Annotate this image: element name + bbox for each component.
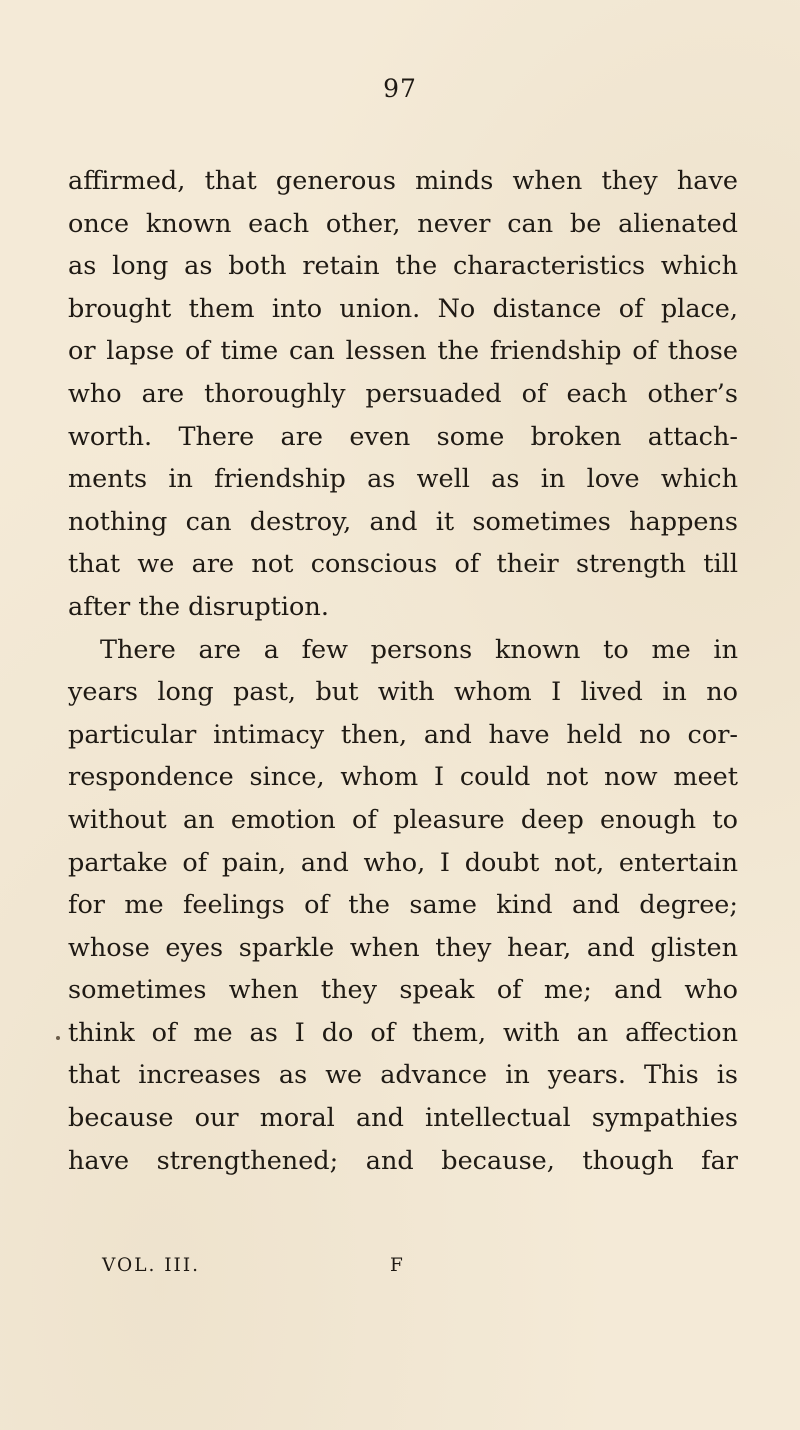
text-line: that increases as we advance in years. This is — [68, 1060, 738, 1091]
text-line: nothing can destroy, and it sometimes happens — [68, 506, 738, 537]
text-line: respondence since, whom I could not now meet — [68, 762, 738, 793]
text-line: sometimes when they speak of me; and who — [68, 975, 738, 1006]
text-line: as long as both retain the characteristics which — [68, 251, 738, 282]
text-line: ments in friendship as well as in love which — [68, 464, 738, 495]
text-line: without an emotion of pleasure deep enough to — [68, 804, 738, 835]
paragraph-start-line: There are a few persons known to me in — [100, 634, 738, 665]
volume-label: VOL. III. — [102, 1255, 201, 1276]
text-line: affirmed, that generous minds when they have — [68, 166, 738, 196]
page-footer — [102, 1255, 502, 1276]
text-line: or lapse of time can lessen the friendship of those — [68, 336, 738, 367]
text-line: for me feelings of the same kind and degree; — [68, 890, 738, 921]
text-line: who are thoroughly persuaded of each other’s — [68, 378, 738, 409]
text-line: brought them into union. No distance of place, — [68, 293, 738, 324]
text-line: whose eyes sparkle when they hear, and glisten — [68, 932, 738, 963]
signature-mark: F — [390, 1255, 405, 1276]
text-line: have strengthened; and because, though far — [68, 1145, 738, 1176]
text-line: that we are not conscious of their strength till — [68, 549, 738, 580]
text-line: partake of pain, and who, I doubt not, entertain — [68, 847, 738, 878]
text-line: think of me as I do of them, with an affection — [68, 1017, 738, 1048]
paragraph-end-line: after the disruption. — [68, 591, 329, 622]
text-line: once known each other, never can be alienated — [68, 208, 738, 239]
page-number: 97 — [383, 74, 417, 103]
text-line: because our moral and intellectual sympathies — [68, 1103, 738, 1134]
body-text — [68, 160, 738, 1182]
text-line: worth. There are even some broken attach- — [68, 421, 738, 452]
ink-speck — [56, 1036, 60, 1040]
text-line: particular intimacy then, and have held no cor- — [68, 719, 738, 750]
text-line: years long past, but with whom I lived in no — [68, 677, 738, 708]
